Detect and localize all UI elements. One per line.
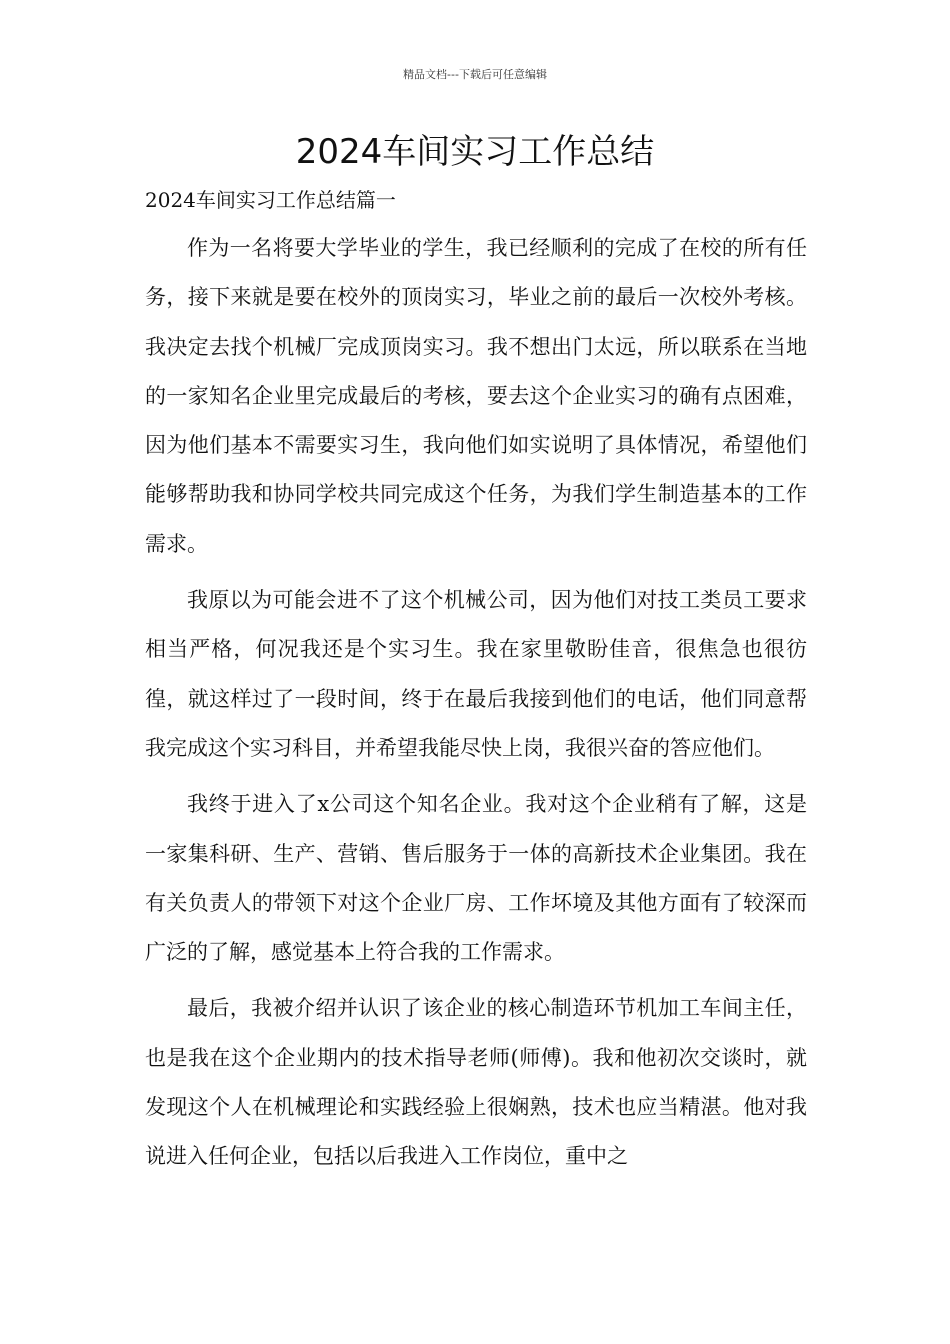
document-body bbox=[145, 180, 807, 1189]
paragraph-2: 我原以为可能会进不了这个机械公司，因为他们对技工类员工要求相当严格，何况我还是个实习生。我在家里敬盼佳音，很焦急也很彷徨，就这样过了一段时间，终于在最后我接到他们的电话，他们同意帮我完成这个实习科目，并希望我能尽快上岗，我很兴奋的答应他们。 bbox=[145, 588, 807, 760]
header-note: 精品文档---下载后可任意编辑 bbox=[403, 68, 547, 81]
document-title: 2024车间实习工作总结 bbox=[295, 132, 655, 172]
paragraph-3: 我终于进入了x公司这个知名企业。我对这个企业稍有了解，这是一家集科研、生产、营销、售后服务于一体的高新技术企业集团。我在有关负责人的带领下对这个企业厂房、工作坏境及其他方面有了较深而广泛的了解，感觉基本上符合我的工作需求。 bbox=[145, 792, 807, 965]
section-subtitle: 2024车间实习工作总结篇一 bbox=[145, 188, 396, 212]
paragraph-4: 最后，我被介绍并认识了该企业的核心制造环节机加工车间主任，也是我在这个企业期内的技术指导老师(师傅)。我和他初次交谈时，就发现这个人在机械理论和实践经验上很娴熟，技术也应当精湛。他对我说进入任何企业，包括以后我进入工作岗位，重中之 bbox=[145, 996, 807, 1169]
paragraph-1: 作为一名将要大学毕业的学生，我已经顺利的完成了在校的所有任务，接下来就是要在校外的顶岗实习，毕业之前的最后一次校外考核。我决定去找个机械厂完成顶岗实习。我不想出门太远，所以联系在当地的一家知名企业里完成最后的考核，要去这个企业实习的确有点困难，因为他们基本不需要实习生，我向他们如实说明了具体情况，希望他们能够帮助我和协同学校共同完成这个任务，为我们学生制造基本的工作需求。 bbox=[145, 236, 807, 556]
